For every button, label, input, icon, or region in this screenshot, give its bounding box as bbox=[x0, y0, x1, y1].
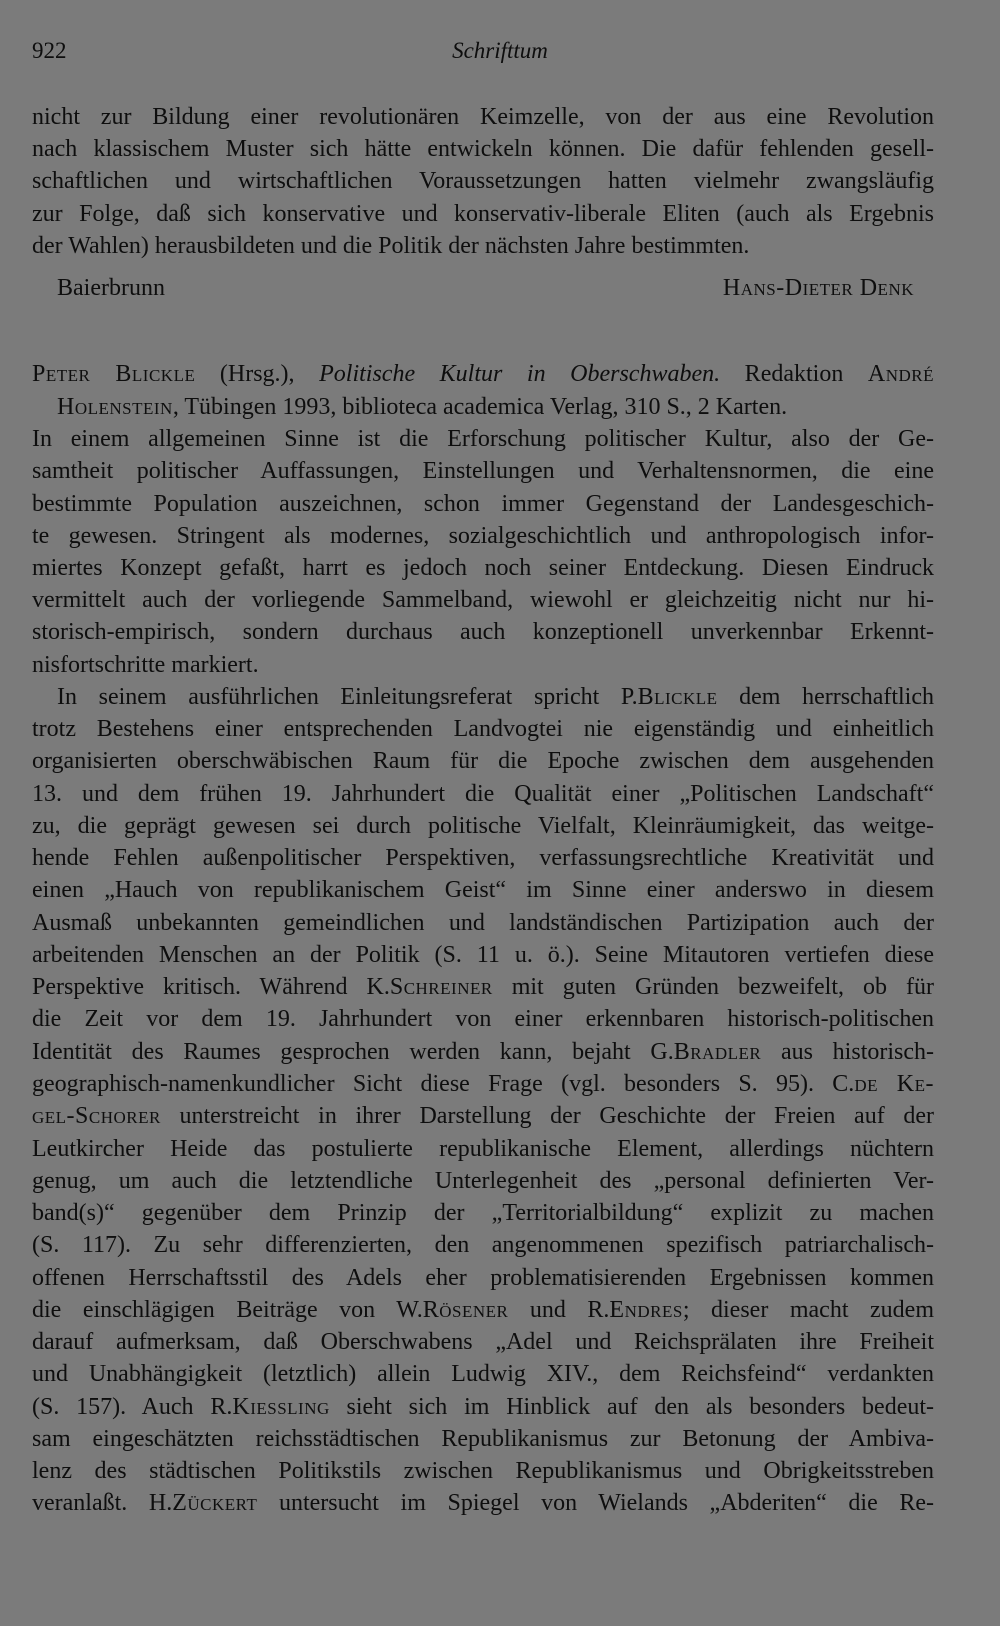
text-line: zu, die geprägt gewesen sei durch politische Vielfalt, Kleinräumigkeit, das weitge- bbox=[32, 813, 934, 839]
text-line: nicht zur Bildung einer revolutionären Keimzelle, von der aus eine Revolution bbox=[32, 104, 934, 130]
text-line: (S. 117). Zu sehr differenzierten, den angenommenen spezifisch patriarchalisch- bbox=[32, 1232, 934, 1258]
text-line: storisch-empirisch, sondern durchaus auch konzeptionell unverkennbar Erkennt- bbox=[32, 619, 934, 645]
page-number: 922 bbox=[32, 38, 67, 63]
text-line: schaftlichen und wirtschaftlichen Voraussetzungen hatten vielmehr zwangsläufig bbox=[32, 168, 934, 194]
text-line: band(s)“ gegenüber dem Prinzip der „Territorialbildung“ explizit zu machen bbox=[32, 1200, 934, 1226]
running-title: Schrifttum bbox=[452, 38, 548, 63]
text-line: die Zeit vor dem 19. Jahrhundert von einer erkennbaren historisch-politischen bbox=[32, 1006, 934, 1032]
text-line: Identität des Raumes gesprochen werden kann, bejaht G.Bradler aus historisch- bbox=[32, 1039, 935, 1065]
text-line: 13. und dem frühen 19. Jahrhundert die Qualität einer „Politischen Landschaft“ bbox=[32, 781, 934, 807]
text-line: lenz des städtischen Politikstils zwischen Republikanismus und Obrigkeitsstreben bbox=[32, 1458, 934, 1484]
text-line: sam eingeschätzten reichsstädtischen Republikanismus zur Betonung der Ambiva- bbox=[32, 1426, 934, 1452]
text-line: trotz Bestehens einer entsprechenden Landvogtei nie eigenständig und einheitlich bbox=[32, 716, 934, 742]
text-line: die einschlägigen Beiträge von W.Rösener und R.Endres; dieser macht zudem bbox=[32, 1297, 934, 1323]
citation-line: Peter Blickle (Hrsg.), Politische Kultur in Oberschwaben. Redaktion André bbox=[32, 361, 935, 387]
text-line: hende Fehlen außenpolitischer Perspektiven, verfassungsrechtliche Kreativität und bbox=[32, 845, 934, 871]
text-line: vermittelt auch der vorliegende Sammelband, wiewohl er gleichzeitig nicht nur hi- bbox=[32, 587, 934, 613]
text-line: nach klassischem Muster sich hätte entwickeln können. Die dafür fehlenden gesell- bbox=[32, 136, 934, 162]
editor-name: Peter Blickle bbox=[32, 361, 196, 387]
review-signature bbox=[57, 272, 914, 305]
text-line: der Wahlen) herausbildeten und die Politik der nächsten Jahre bestimmten. bbox=[32, 233, 750, 259]
text-line: genug, um auch die letztendliche Unterlegenheit des „personal definierten Ver- bbox=[32, 1168, 934, 1194]
reviewer-place: Baierbrunn bbox=[57, 275, 165, 301]
text-line: arbeitenden Menschen an der Politik (S. 11 u. ö.). Seine Mitautoren vertiefen diese bbox=[32, 942, 934, 968]
publication-info: , Tübingen 1993, biblioteca academica Verlag, 310 S., 2 Karten. bbox=[172, 394, 788, 420]
text-line: offenen Herrschaftsstil des Adels eher problematisierenden Ergebnissen kommen bbox=[32, 1265, 934, 1291]
text-line: miertes Konzept gefaßt, harrt es jedoch noch seiner Entdeckung. Diesen Eindruck bbox=[32, 555, 934, 581]
text-line: Leutkircher Heide das postulierte republikanische Element, allerdings nüchtern bbox=[32, 1136, 934, 1162]
text-line: zur Folge, daß sich konservative und konservativ-liberale Eliten (auch als Ergebnis bbox=[32, 201, 934, 227]
text-line: veranlaßt. H.Zückert untersucht im Spiegel von Wielands „Abderiten“ die Re- bbox=[32, 1490, 934, 1516]
citation-line: Holenstein, Tübingen 1993, biblioteca academica Verlag, 310 S., 2 Karten. bbox=[57, 394, 788, 420]
text-line: und Unabhängigkeit (letztlich) allein Ludwig XIV., dem Reichsfeind“ verdankten bbox=[32, 1361, 934, 1387]
book-title: Politische Kultur in Oberschwaben. bbox=[319, 361, 721, 387]
text-line: geographisch-namenkundlicher Sicht diese Frage (vgl. besonders S. 95). C.de Ke- bbox=[32, 1071, 934, 1097]
text-line: samtheit politischer Auffassungen, Einstellungen und Verhaltensnormen, die eine bbox=[32, 458, 934, 484]
text-line: In seinem ausführlichen Einleitungsreferat spricht P.Blickle dem herrschaftlich bbox=[57, 684, 935, 710]
text-line: organisierten oberschwäbischen Raum für die Epoche zwischen dem ausgehenden bbox=[32, 748, 934, 774]
text-line: bestimmte Population auszeichnen, schon immer Gegenstand der Landesgeschich- bbox=[32, 491, 934, 517]
text-line: nisfortschritte markiert. bbox=[32, 652, 259, 678]
text-line: te gewesen. Stringent als modernes, sozialgeschichtlich und anthropologisch infor- bbox=[32, 523, 934, 549]
text-line: In einem allgemeinen Sinne ist die Erforschung politischer Kultur, also der Ge- bbox=[32, 426, 934, 452]
text-line: (S. 157). Auch R.Kiessling sieht sich im Hinblick auf den als besonders bedeut- bbox=[32, 1394, 935, 1420]
text-line: gel-Schorer unterstreicht in ihrer Darstellung der Geschichte der Freien auf der bbox=[32, 1103, 934, 1129]
text-line: Perspektive kritisch. Während K.Schreiner mit guten Gründen bezweifelt, ob für bbox=[32, 974, 934, 1000]
text-line: darauf aufmerksam, daß Oberschwabens „Adel und Reichsprälaten ihre Freiheit bbox=[32, 1329, 934, 1355]
text-line: Ausmaß unbekannten gemeindlichen und landständischen Partizipation auch der bbox=[32, 910, 934, 936]
text-line: einen „Hauch von republikanischem Geist“ im Sinne einer anderswo in diesem bbox=[32, 877, 934, 903]
reviewer-name: Hans-Dieter Denk bbox=[722, 275, 914, 301]
